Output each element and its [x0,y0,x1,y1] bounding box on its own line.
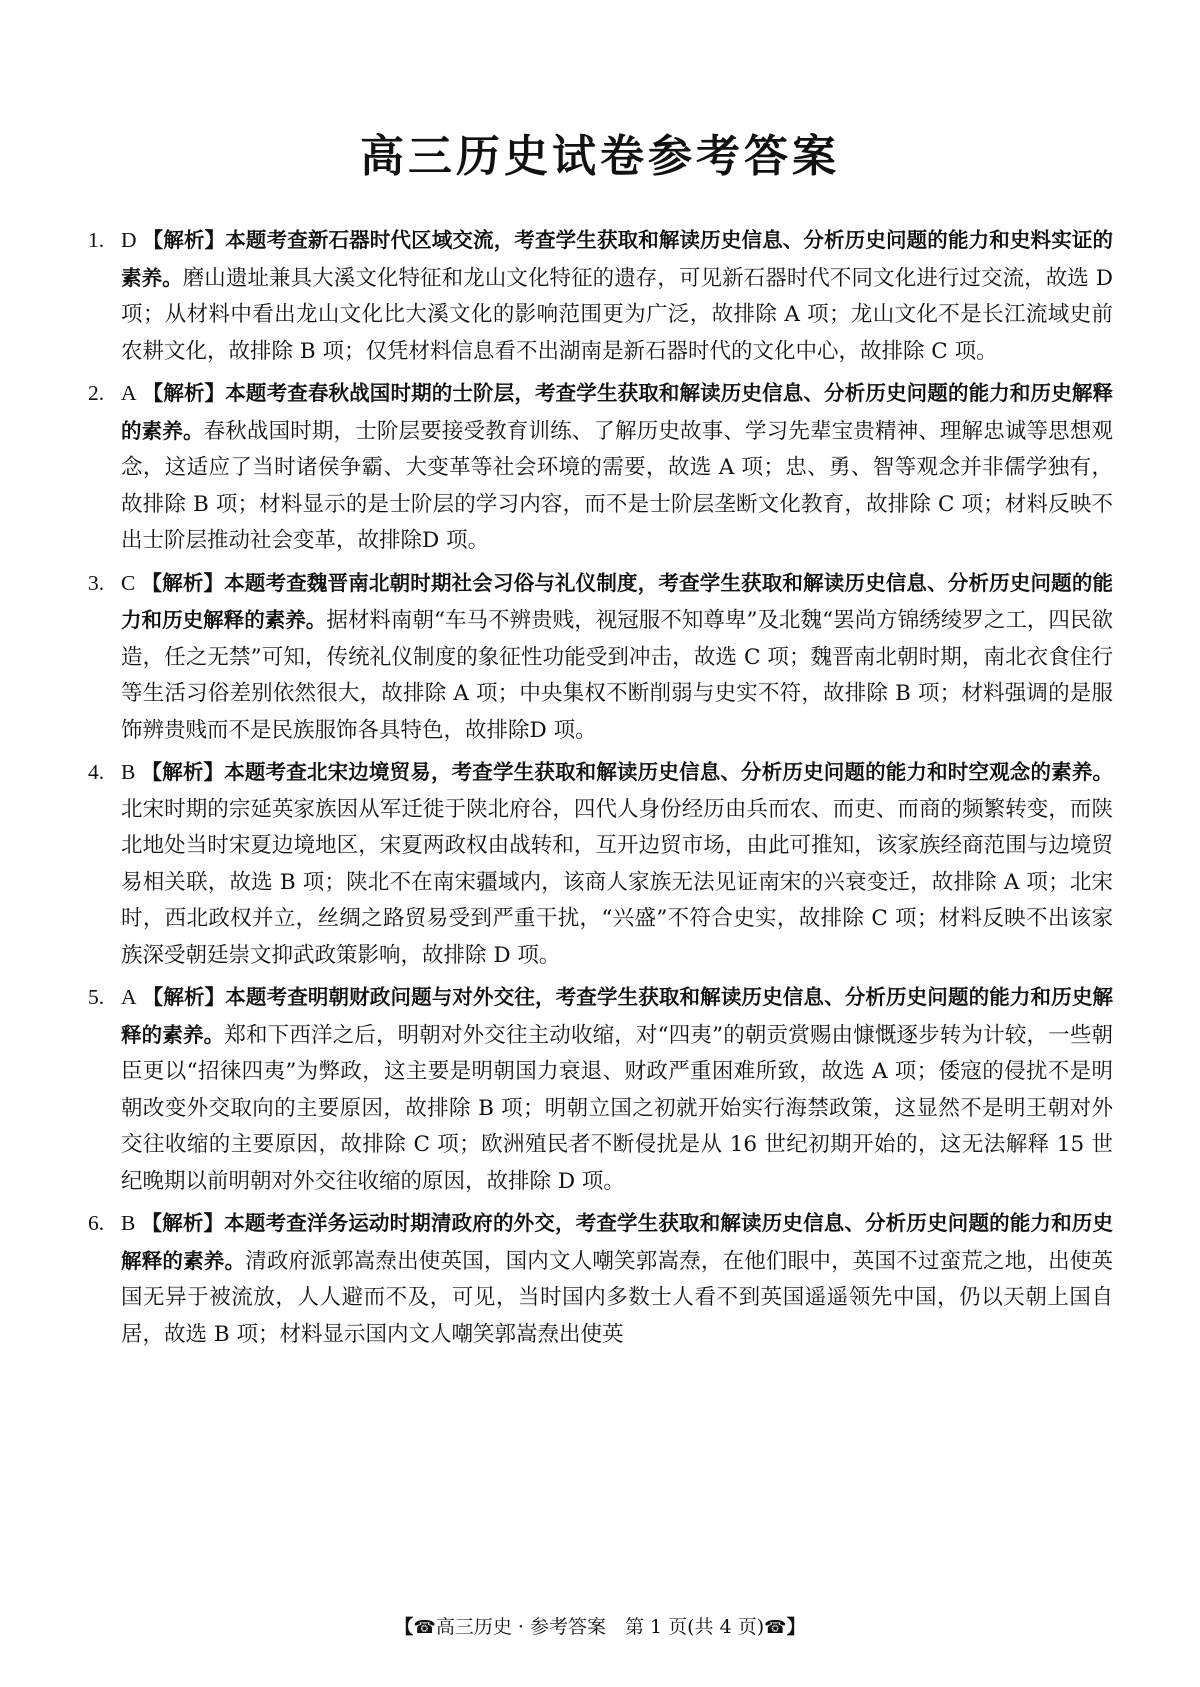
footer-right-bracket: 】 [786,1616,806,1638]
item-explanation: 郑和下西洋之后，明朝对外交往主动收缩，对“四夷”的朝贡赏赐由慷慨逐步转为计较，一些朝臣更以“招徕四夷”为弊政，这主要是明朝国力衰退、财政严重困难所致，故选 A 项；倭寇的侵扰不是明朝改变外交取向的主要原因，故排除 B 项；明朝立国之初就开始实行海禁政策，这显然不是明王朝对外交往收缩的主要原因，故排除 C 项；欧洲殖民者不断侵扰是从 16 世纪初期开始的，这无法解释 15 世纪晚期以前明朝对外交往收缩的原因，故排除 D 项。 [121,1022,1114,1194]
page-footer [0,1612,1200,1639]
phone-icon: ☎ [764,1617,787,1638]
item-answer: D [121,228,137,252]
answer-item-3 [88,565,1113,750]
item-answer: B [121,1211,136,1235]
phone-icon: ☎ [413,1617,436,1638]
item-answer: A [121,985,137,1009]
answer-item-6 [88,1205,1113,1353]
answer-list [88,222,1113,1358]
item-explanation: 北宋时期的宗延英家族因从军迁徙于陕北府谷，四代人身份经历由兵而农、而吏、而商的频繁转变，而陕北地处当时宋夏边境地区，宋夏两政权由战转和，互开边贸市场，由此可推知，该家族经商范围与边境贸易相关联，故选 B 项；陕北不在南宋疆域内，该商人家族无法见证南宋的兴衰变迁，故排除 A 项；北宋时，西北政权并立，丝绸之路贸易受到严重干扰，“兴盛”不符合史实，故排除 C 项；材料反映不出该家族深受朝廷崇文抑武政策影响，故排除 D 项。 [121,796,1113,968]
item-analysis-heading: 【解析】本题考查北宋边境贸易，考查学生获取和解读历史信息、分析历史问题的能力和时空观念的素养。 [141,760,1113,784]
item-analysis-heading: 【解析】本题考查魏晋南北朝时期社会习俗与礼仪制度，考查学生获取和解读历史信息、分析历史问题的能力和历史解释的素养。 [121,570,1113,632]
item-analysis-heading: 【解析】本题考查春秋战国时期的士阶层，考查学生获取和解读历史信息、分析历史问题的能力和历史解释的素养。 [121,381,1113,443]
answer-item-4 [88,754,1113,974]
footer-text: 高三历史 · 参考答案 第 1 页(共 4 页) [435,1616,765,1638]
page-title: 高三历史试卷参考答案 [360,131,840,182]
item-number: 1. [88,228,105,252]
item-explanation: 据材料南朝“车马不辨贵贱，视冠服不知尊卑”及北魏“罢尚方锦绣绫罗之工，四民欲造，任之无禁”可知，传统礼仪制度的象征性功能受到冲击，故选 C 项；魏晋南北朝时期，南北衣食住行等生活习俗差别依然很大，故排除 A 项；中央集权不断削弱与史实不符，故排除 B 项；材料强调的是服饰辨贵贱而不是民族服饰各具特色，故排除D 项。 [121,608,1113,743]
item-answer: C [121,570,136,595]
answer-item-2 [88,375,1113,560]
item-number: 3. [88,570,105,595]
item-number: 5. [88,985,105,1009]
item-explanation: 春秋战国时期，士阶层要接受教育训练、了解历史故事、学习先辈宝贵精神、理解忠诚等思想观念，这适应了当时诸侯争霸、大变革等社会环境的需要，故选 A 项；忠、勇、智等观念并非儒学独有，故排除 B 项；材料显示的是士阶层的学习内容，而不是士阶层垄断文化教育，故排除 C 项；材料反映不出士阶层推动社会变革，故排除D 项。 [121,418,1113,553]
item-answer: B [121,760,136,784]
item-number: 2. [88,381,105,405]
item-number: 4. [88,760,105,784]
answer-item-5 [88,979,1113,1200]
item-answer: A [121,381,137,405]
item-analysis-heading: 【解析】本题考查新石器时代区域交流，考查学生获取和解读历史信息、分析历史问题的能力和史料实证的素养。 [121,228,1113,290]
footer-left-bracket: 【 [394,1616,414,1638]
item-analysis-heading: 【解析】本题考查洋务运动时期清政府的外交，考查学生获取和解读历史信息、分析历史问题的能力和历史解释的素养。 [121,1211,1113,1273]
item-number: 6. [88,1211,105,1235]
item-explanation: 磨山遗址兼具大溪文化特征和龙山文化特征的遗存，可见新石器时代不同文化进行过交流，故选 D 项；从材料中看出龙山文化比大溪文化的影响范围更为广泛，故排除 A 项；龙山文化不是长江流域史前农耕文化，故排除 B 项；仅凭材料信息看不出湖南是新石器时代的文化中心，故排除 C 项。 [121,265,1114,364]
item-explanation: 清政府派郭嵩焘出使英国，国内文人嘲笑郭嵩焘，在他们眼中，英国不过蛮荒之地，出使英国无异于被流放，人人避而不及，可见，当时国内多数士人看不到英国遥遥领先中国，仍以天朝上国自居，故选 B 项；材料显示国内文人嘲笑郭嵩焘出使英 [121,1248,1113,1347]
answer-item-1 [88,222,1113,370]
item-analysis-heading: 【解析】本题考查明朝财政问题与对外交往，考查学生获取和解读历史信息、分析历史问题的能力和历史解释的素养。 [121,985,1113,1047]
